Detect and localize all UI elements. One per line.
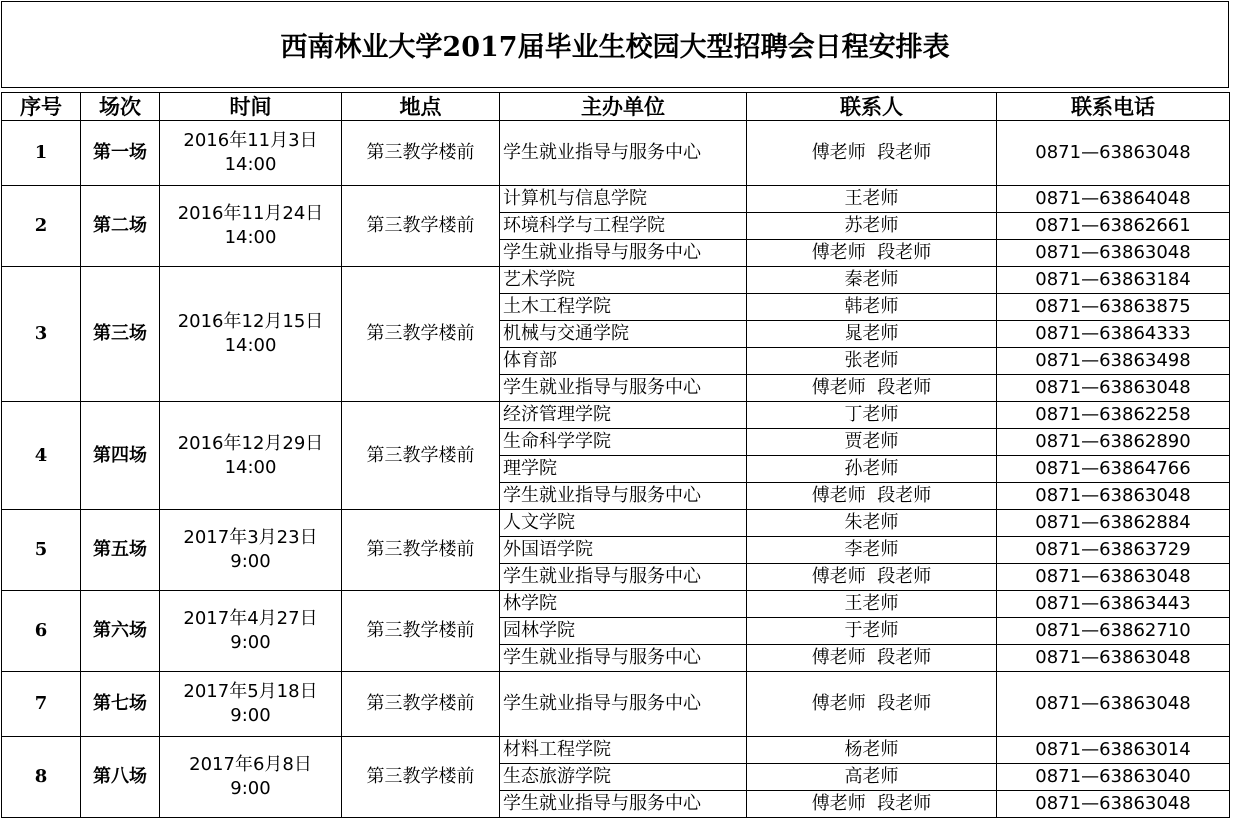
organizer: 学生就业指导与服务中心 xyxy=(500,564,747,591)
contact-phone: 0871—63863729 xyxy=(997,537,1230,564)
contact-phone: 0871—63863875 xyxy=(997,294,1230,321)
contact-phone: 0871—63863048 xyxy=(997,121,1230,186)
contact-phone: 0871—63864048 xyxy=(997,186,1230,213)
contact-phone: 0871—63863048 xyxy=(997,483,1230,510)
contact-phone: 0871—63862258 xyxy=(997,402,1230,429)
organizer: 学生就业指导与服务中心 xyxy=(500,483,747,510)
session-date: 2016年11月3日 xyxy=(183,130,318,151)
table-row xyxy=(2,510,1230,537)
contact-person: 王老师 xyxy=(747,186,997,213)
session-number: 3 xyxy=(2,267,81,402)
header-round: 场次 xyxy=(81,93,160,121)
session-round: 第六场 xyxy=(81,591,160,672)
contact-person: 傅老师 段老师 xyxy=(747,645,997,672)
contact-phone: 0871—63862661 xyxy=(997,213,1230,240)
contact-phone: 0871—63863048 xyxy=(997,791,1230,818)
session-clock-time: 14:00 xyxy=(224,227,277,248)
organizer: 体育部 xyxy=(500,348,747,375)
contact-person: 傅老师 段老师 xyxy=(747,672,997,737)
header-contact: 联系人 xyxy=(747,93,997,121)
session-clock-time: 9:00 xyxy=(230,705,271,726)
contact-person: 苏老师 xyxy=(747,213,997,240)
header-no: 序号 xyxy=(2,93,81,121)
table-header-row xyxy=(2,93,1230,121)
organizer: 土木工程学院 xyxy=(500,294,747,321)
session-place: 第三教学楼前 xyxy=(342,510,500,591)
table-row xyxy=(2,267,1230,294)
organizer: 生命科学学院 xyxy=(500,429,747,456)
contact-person: 杨老师 xyxy=(747,737,997,764)
session-date: 2017年5月18日 xyxy=(183,681,318,702)
session-time xyxy=(160,186,342,267)
header-time: 时间 xyxy=(160,93,342,121)
contact-person: 高老师 xyxy=(747,764,997,791)
contact-phone: 0871—63864333 xyxy=(997,321,1230,348)
table-body xyxy=(2,121,1230,818)
organizer: 外国语学院 xyxy=(500,537,747,564)
session-clock-time: 14:00 xyxy=(224,456,277,478)
organizer: 学生就业指导与服务中心 xyxy=(500,791,747,818)
contact-person: 孙老师 xyxy=(747,456,997,483)
session-round: 第二场 xyxy=(81,186,160,267)
table-row xyxy=(2,672,1230,737)
organizer: 林学院 xyxy=(500,591,747,618)
organizer: 园林学院 xyxy=(500,618,747,645)
session-place: 第三教学楼前 xyxy=(342,737,500,818)
contact-person: 秦老师 xyxy=(747,267,997,294)
session-place: 第三教学楼前 xyxy=(342,402,500,510)
session-number: 7 xyxy=(2,672,81,737)
session-number: 8 xyxy=(2,737,81,818)
contact-phone: 0871—63863048 xyxy=(997,564,1230,591)
session-place: 第三教学楼前 xyxy=(342,267,500,402)
session-round: 第五场 xyxy=(81,510,160,591)
session-time xyxy=(160,672,342,737)
session-date: 2017年3月23日 xyxy=(183,527,318,548)
session-round: 第四场 xyxy=(81,402,160,510)
session-number: 1 xyxy=(2,121,81,186)
organizer: 环境科学与工程学院 xyxy=(500,213,747,240)
organizer: 理学院 xyxy=(500,456,747,483)
contact-person: 韩老师 xyxy=(747,294,997,321)
header-place: 地点 xyxy=(342,93,500,121)
contact-phone: 0871—63864766 xyxy=(997,456,1230,483)
organizer: 机械与交通学院 xyxy=(500,321,747,348)
schedule-table xyxy=(1,92,1230,818)
contact-phone: 0871—63863048 xyxy=(997,645,1230,672)
contact-phone: 0871—63863498 xyxy=(997,348,1230,375)
session-clock-time: 14:00 xyxy=(224,335,277,356)
contact-person: 傅老师 段老师 xyxy=(747,791,997,818)
contact-person: 李老师 xyxy=(747,537,997,564)
contact-person: 张老师 xyxy=(747,348,997,375)
session-place: 第三教学楼前 xyxy=(342,121,500,186)
contact-person: 王老师 xyxy=(747,591,997,618)
organizer: 人文学院 xyxy=(500,510,747,537)
session-date: 2016年11月24日 xyxy=(177,203,324,224)
contact-phone: 0871—63862884 xyxy=(997,510,1230,537)
contact-phone: 0871—63863443 xyxy=(997,591,1230,618)
contact-person: 傅老师 段老师 xyxy=(747,121,997,186)
session-date: 2016年12月29日 xyxy=(177,432,324,454)
contact-phone: 0871—63863048 xyxy=(997,375,1230,402)
session-time xyxy=(160,591,342,672)
organizer: 学生就业指导与服务中心 xyxy=(500,121,747,186)
organizer: 艺术学院 xyxy=(500,267,747,294)
contact-person: 傅老师 段老师 xyxy=(747,483,997,510)
session-round: 第八场 xyxy=(81,737,160,818)
header-phone: 联系电话 xyxy=(997,93,1230,121)
organizer: 学生就业指导与服务中心 xyxy=(500,672,747,737)
contact-person: 傅老师 段老师 xyxy=(747,375,997,402)
session-clock-time: 9:00 xyxy=(230,632,271,653)
page-title: 西南林业大学2017届毕业生校园大型招聘会日程安排表 xyxy=(1,1,1229,88)
table-row xyxy=(2,186,1230,213)
contact-phone: 0871—63862710 xyxy=(997,618,1230,645)
session-number: 5 xyxy=(2,510,81,591)
contact-person: 于老师 xyxy=(747,618,997,645)
table-row xyxy=(2,121,1230,186)
table-row xyxy=(2,591,1230,618)
session-round: 第三场 xyxy=(81,267,160,402)
header-organizer: 主办单位 xyxy=(500,93,747,121)
table-row xyxy=(2,737,1230,764)
organizer: 学生就业指导与服务中心 xyxy=(500,375,747,402)
table-row xyxy=(2,402,1230,429)
contact-person: 晁老师 xyxy=(747,321,997,348)
session-time xyxy=(160,267,342,402)
session-place: 第三教学楼前 xyxy=(342,672,500,737)
session-clock-time: 9:00 xyxy=(230,778,271,799)
contact-person: 傅老师 段老师 xyxy=(747,564,997,591)
session-time xyxy=(160,510,342,591)
session-place: 第三教学楼前 xyxy=(342,186,500,267)
session-place: 第三教学楼前 xyxy=(342,591,500,672)
contact-person: 朱老师 xyxy=(747,510,997,537)
session-number: 4 xyxy=(2,402,81,510)
contact-phone: 0871—63863014 xyxy=(997,737,1230,764)
session-date: 2017年6月8日 xyxy=(189,754,312,775)
organizer: 学生就业指导与服务中心 xyxy=(500,645,747,672)
session-clock-time: 9:00 xyxy=(230,551,271,572)
organizer: 生态旅游学院 xyxy=(500,764,747,791)
contact-person: 贾老师 xyxy=(747,429,997,456)
session-clock-time: 14:00 xyxy=(224,154,277,175)
contact-phone: 0871—63862890 xyxy=(997,429,1230,456)
session-time xyxy=(160,737,342,818)
contact-person: 丁老师 xyxy=(747,402,997,429)
contact-phone: 0871—63863048 xyxy=(997,672,1230,737)
session-round: 第一场 xyxy=(81,121,160,186)
session-date: 2016年12月15日 xyxy=(177,311,324,332)
contact-phone: 0871—63863184 xyxy=(997,267,1230,294)
session-number: 2 xyxy=(2,186,81,267)
session-time xyxy=(160,402,342,510)
contact-person: 傅老师 段老师 xyxy=(747,240,997,267)
session-time xyxy=(160,121,342,186)
organizer: 经济管理学院 xyxy=(500,402,747,429)
session-date: 2017年4月27日 xyxy=(183,608,318,629)
contact-phone: 0871—63863048 xyxy=(997,240,1230,267)
session-number: 6 xyxy=(2,591,81,672)
organizer: 材料工程学院 xyxy=(500,737,747,764)
organizer: 计算机与信息学院 xyxy=(500,186,747,213)
organizer: 学生就业指导与服务中心 xyxy=(500,240,747,267)
contact-phone: 0871—63863040 xyxy=(997,764,1230,791)
session-round: 第七场 xyxy=(81,672,160,737)
